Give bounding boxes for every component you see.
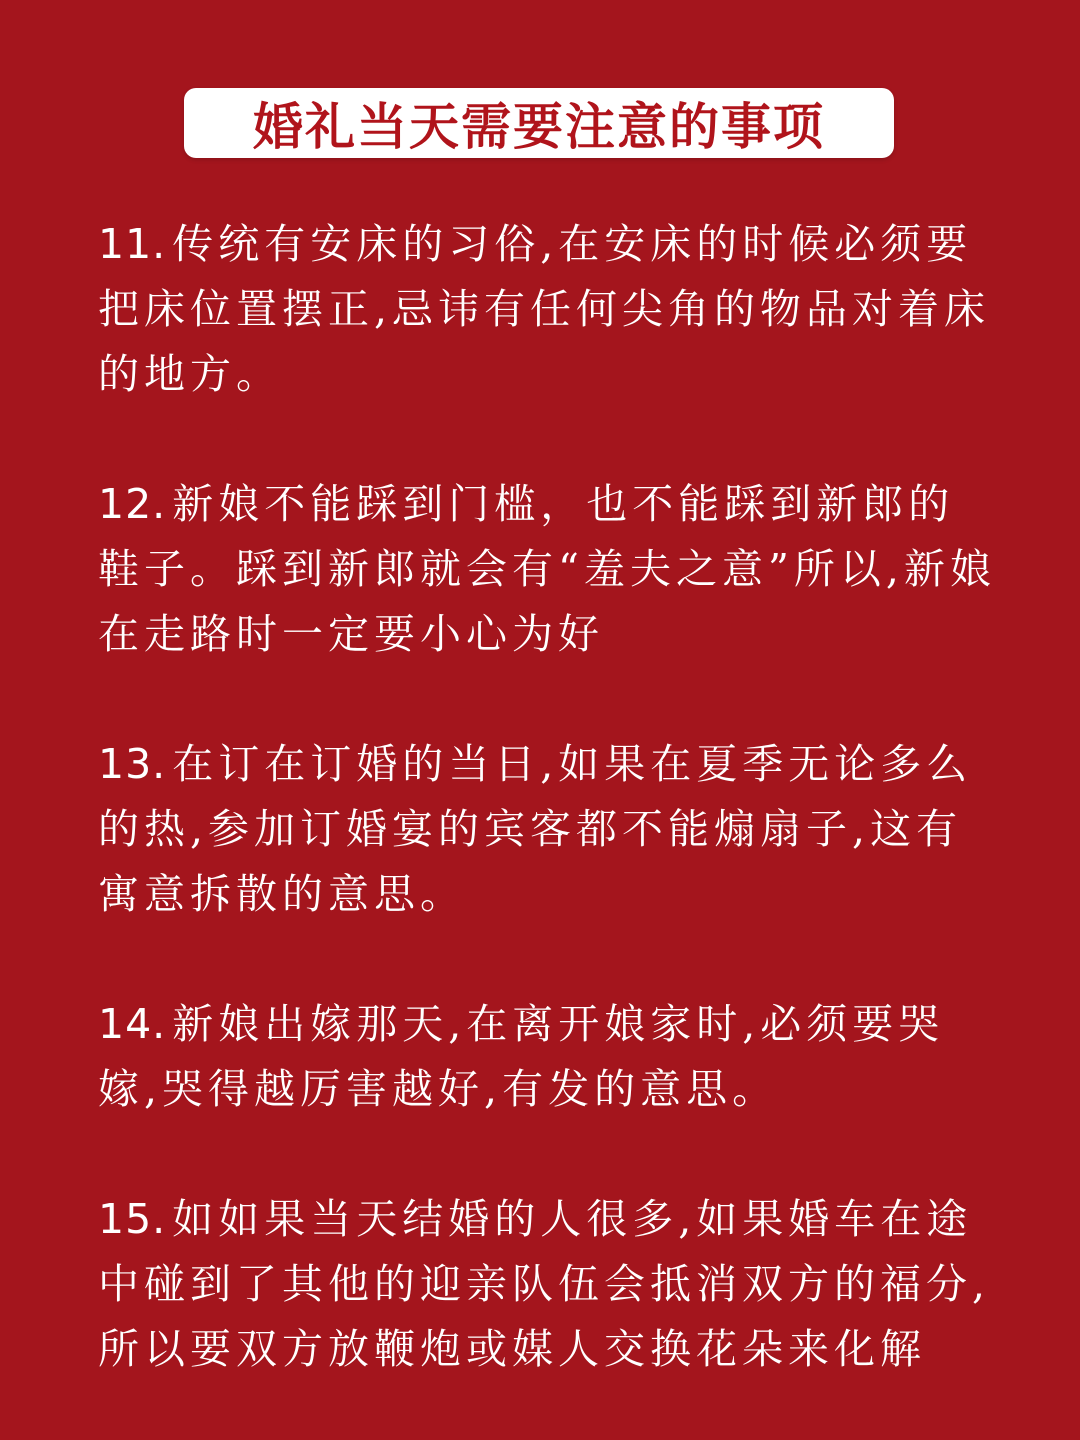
item-text: 传统有安床的习俗,在安床的时候必须要把床位置摆正,忌讳有任何尖角的物品对着床的地方。 <box>98 220 991 398</box>
list-item <box>98 1187 998 1382</box>
item-text: 如如果当天结婚的人很多,如果婚车在途中碰到了其他的迎亲队伍会抵消双方的福分,所以要双方放鞭炮或媒人交换花朵来化解 <box>98 1195 991 1373</box>
title-banner <box>184 88 894 158</box>
item-text: 在订在订婚的当日,如果在夏季无论多么的热,参加订婚宴的宾客都不能煽扇子,这有寓意拆散的意思。 <box>98 740 973 918</box>
list-item <box>98 212 998 407</box>
list-item <box>98 472 998 667</box>
item-number: 12. <box>98 480 167 528</box>
page-title: 婚礼当天需要注意的事项 <box>253 98 825 156</box>
notes-list <box>98 212 998 1382</box>
item-number: 14. <box>98 1000 167 1048</box>
item-text: 新娘出嫁那天,在离开娘家时,必须要哭嫁,哭得越厉害越好,有发的意思。 <box>98 1000 945 1113</box>
item-text: 新娘不能踩到门槛，也不能踩到新郎的鞋子。踩到新郎就会有“羞夫之意”所以,新娘在走路时一定要小心为好 <box>98 480 996 658</box>
list-item <box>98 732 998 927</box>
item-number: 15. <box>98 1195 167 1243</box>
list-item <box>98 992 998 1122</box>
item-number: 13. <box>98 740 167 788</box>
item-number: 11. <box>98 220 167 268</box>
